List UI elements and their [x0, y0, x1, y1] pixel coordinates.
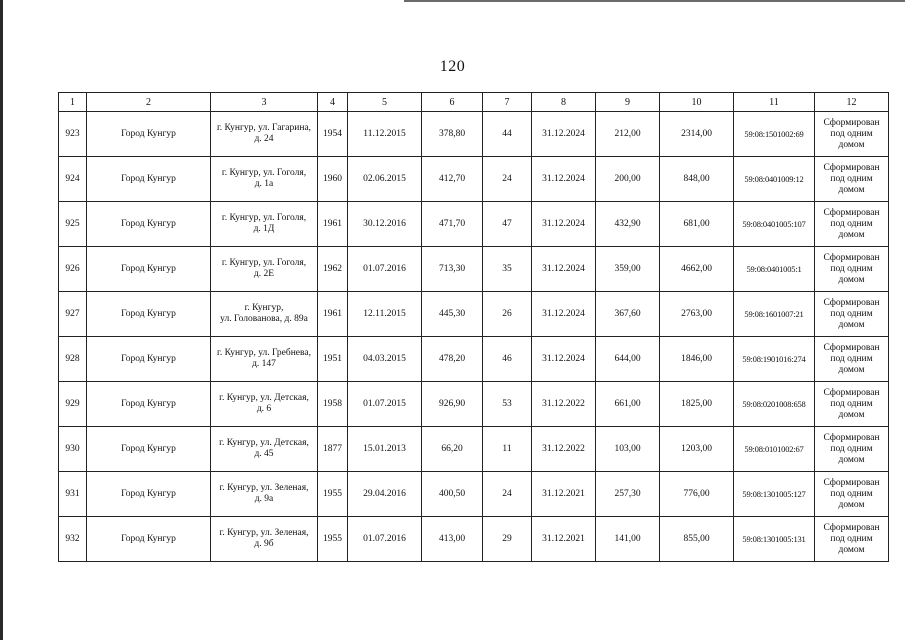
cadastral-cell: 59:08:1601007:21	[734, 292, 815, 337]
date-cell: 12.11.2015	[348, 292, 422, 337]
address-cell: г. Кунгур, ул. Гоголя, д. 2Е	[211, 247, 318, 292]
row-number-cell: 930	[59, 427, 87, 472]
area-cell: 926,90	[422, 382, 483, 427]
deadline-cell: 31.12.2024	[532, 112, 596, 157]
area-cell: 471,70	[422, 202, 483, 247]
locality-cell: Город Кунгур	[87, 202, 211, 247]
row-number-cell: 926	[59, 247, 87, 292]
area-cell: 478,20	[422, 337, 483, 382]
deadline-cell: 31.12.2024	[532, 247, 596, 292]
year-cell: 1962	[318, 247, 348, 292]
table-header-row	[59, 93, 889, 112]
count-cell: 24	[483, 157, 532, 202]
status-cell: Сформирован под одним домом	[815, 292, 889, 337]
address-cell: г. Кунгур, ул. Детская, д. 6	[211, 382, 318, 427]
value-cell: 4662,00	[660, 247, 734, 292]
row-number-cell: 932	[59, 517, 87, 562]
locality-cell: Город Кунгур	[87, 157, 211, 202]
cadastral-cell: 59:08:1301005:131	[734, 517, 815, 562]
deadline-cell: 31.12.2024	[532, 157, 596, 202]
area-cell: 445,30	[422, 292, 483, 337]
status-cell: Сформирован под одним домом	[815, 517, 889, 562]
scan-left-edge	[0, 0, 3, 640]
value-cell: 257,30	[596, 472, 660, 517]
deadline-cell: 31.12.2022	[532, 427, 596, 472]
column-number-header: 3	[211, 93, 318, 112]
count-cell: 46	[483, 337, 532, 382]
table-row	[59, 157, 889, 202]
address-cell: г. Кунгур, ул. Зеленая, д. 9а	[211, 472, 318, 517]
value-cell: 1846,00	[660, 337, 734, 382]
table-row	[59, 472, 889, 517]
table-row	[59, 202, 889, 247]
table-row	[59, 517, 889, 562]
cadastral-cell: 59:08:1301005:127	[734, 472, 815, 517]
row-number-cell: 931	[59, 472, 87, 517]
value-cell: 776,00	[660, 472, 734, 517]
count-cell: 29	[483, 517, 532, 562]
locality-cell: Город Кунгур	[87, 427, 211, 472]
value-cell: 2763,00	[660, 292, 734, 337]
column-number-header: 12	[815, 93, 889, 112]
date-cell: 29.04.2016	[348, 472, 422, 517]
date-cell: 01.07.2016	[348, 247, 422, 292]
deadline-cell: 31.12.2021	[532, 472, 596, 517]
date-cell: 04.03.2015	[348, 337, 422, 382]
row-number-cell: 927	[59, 292, 87, 337]
deadline-cell: 31.12.2021	[532, 517, 596, 562]
count-cell: 47	[483, 202, 532, 247]
cadastral-cell: 59:08:0401005:107	[734, 202, 815, 247]
area-cell: 413,00	[422, 517, 483, 562]
table-row	[59, 382, 889, 427]
page-number: 120	[439, 58, 466, 75]
value-cell: 1203,00	[660, 427, 734, 472]
locality-cell: Город Кунгур	[87, 247, 211, 292]
status-cell: Сформирован под одним домом	[815, 472, 889, 517]
address-cell: г. Кунгур, ул. Гоголя, д. 1Д	[211, 202, 318, 247]
cadastral-cell: 59:08:0401005:1	[734, 247, 815, 292]
column-number-header: 11	[734, 93, 815, 112]
row-number-cell: 925	[59, 202, 87, 247]
address-cell: г. Кунгур, ул. Детская, д. 45	[211, 427, 318, 472]
area-cell: 66,20	[422, 427, 483, 472]
address-cell: г. Кунгур, ул. Гоголя, д. 1а	[211, 157, 318, 202]
cadastral-cell: 59:08:0401009:12	[734, 157, 815, 202]
status-cell: Сформирован под одним домом	[815, 112, 889, 157]
column-number-header: 7	[483, 93, 532, 112]
year-cell: 1961	[318, 292, 348, 337]
date-cell: 30.12.2016	[348, 202, 422, 247]
area-cell: 378,80	[422, 112, 483, 157]
date-cell: 01.07.2015	[348, 382, 422, 427]
column-number-header: 2	[87, 93, 211, 112]
column-number-header: 1	[59, 93, 87, 112]
column-number-header: 4	[318, 93, 348, 112]
deadline-cell: 31.12.2024	[532, 202, 596, 247]
address-cell: г. Кунгур, ул. Гребнева, д. 147	[211, 337, 318, 382]
status-cell: Сформирован под одним домом	[815, 337, 889, 382]
scan-top-mark	[404, 0, 905, 2]
date-cell: 01.07.2016	[348, 517, 422, 562]
locality-cell: Город Кунгур	[87, 472, 211, 517]
area-cell: 412,70	[422, 157, 483, 202]
column-number-header: 10	[660, 93, 734, 112]
deadline-cell: 31.12.2024	[532, 337, 596, 382]
value-cell: 359,00	[596, 247, 660, 292]
registry-table	[58, 92, 889, 562]
count-cell: 44	[483, 112, 532, 157]
status-cell: Сформирован под одним домом	[815, 157, 889, 202]
address-cell: г. Кунгур, ул. Голованова, д. 89а	[211, 292, 318, 337]
deadline-cell: 31.12.2024	[532, 292, 596, 337]
year-cell: 1951	[318, 337, 348, 382]
column-number-header: 9	[596, 93, 660, 112]
count-cell: 11	[483, 427, 532, 472]
table-row	[59, 337, 889, 382]
column-number-header: 5	[348, 93, 422, 112]
year-cell: 1954	[318, 112, 348, 157]
value-cell: 2314,00	[660, 112, 734, 157]
column-number-header: 6	[422, 93, 483, 112]
address-cell: г. Кунгур, ул. Зеленая, д. 9б	[211, 517, 318, 562]
cadastral-cell: 59:08:0101002:67	[734, 427, 815, 472]
row-number-cell: 924	[59, 157, 87, 202]
value-cell: 141,00	[596, 517, 660, 562]
value-cell: 848,00	[660, 157, 734, 202]
locality-cell: Город Кунгур	[87, 382, 211, 427]
value-cell: 367,60	[596, 292, 660, 337]
status-cell: Сформирован под одним домом	[815, 202, 889, 247]
year-cell: 1955	[318, 472, 348, 517]
value-cell: 212,00	[596, 112, 660, 157]
year-cell: 1961	[318, 202, 348, 247]
year-cell: 1955	[318, 517, 348, 562]
cadastral-cell: 59:08:0201008:658	[734, 382, 815, 427]
value-cell: 432,90	[596, 202, 660, 247]
locality-cell: Город Кунгур	[87, 517, 211, 562]
value-cell: 661,00	[596, 382, 660, 427]
status-cell: Сформирован под одним домом	[815, 427, 889, 472]
table-row	[59, 247, 889, 292]
cadastral-cell: 59:08:1901016:274	[734, 337, 815, 382]
date-cell: 02.06.2015	[348, 157, 422, 202]
year-cell: 1877	[318, 427, 348, 472]
row-number-cell: 928	[59, 337, 87, 382]
row-number-cell: 923	[59, 112, 87, 157]
area-cell: 713,30	[422, 247, 483, 292]
table-row	[59, 112, 889, 157]
value-cell: 681,00	[660, 202, 734, 247]
value-cell: 103,00	[596, 427, 660, 472]
cadastral-cell: 59:08:1501002:69	[734, 112, 815, 157]
count-cell: 26	[483, 292, 532, 337]
value-cell: 644,00	[596, 337, 660, 382]
table-row	[59, 292, 889, 337]
deadline-cell: 31.12.2022	[532, 382, 596, 427]
area-cell: 400,50	[422, 472, 483, 517]
value-cell: 200,00	[596, 157, 660, 202]
table-row	[59, 427, 889, 472]
date-cell: 11.12.2015	[348, 112, 422, 157]
address-cell: г. Кунгур, ул. Гагарина, д. 24	[211, 112, 318, 157]
status-cell: Сформирован под одним домом	[815, 247, 889, 292]
year-cell: 1960	[318, 157, 348, 202]
locality-cell: Город Кунгур	[87, 292, 211, 337]
registry-table-body	[59, 93, 889, 562]
date-cell: 15.01.2013	[348, 427, 422, 472]
row-number-cell: 929	[59, 382, 87, 427]
year-cell: 1958	[318, 382, 348, 427]
locality-cell: Город Кунгур	[87, 337, 211, 382]
count-cell: 53	[483, 382, 532, 427]
count-cell: 35	[483, 247, 532, 292]
value-cell: 855,00	[660, 517, 734, 562]
count-cell: 24	[483, 472, 532, 517]
status-cell: Сформирован под одним домом	[815, 382, 889, 427]
column-number-header: 8	[532, 93, 596, 112]
locality-cell: Город Кунгур	[87, 112, 211, 157]
value-cell: 1825,00	[660, 382, 734, 427]
